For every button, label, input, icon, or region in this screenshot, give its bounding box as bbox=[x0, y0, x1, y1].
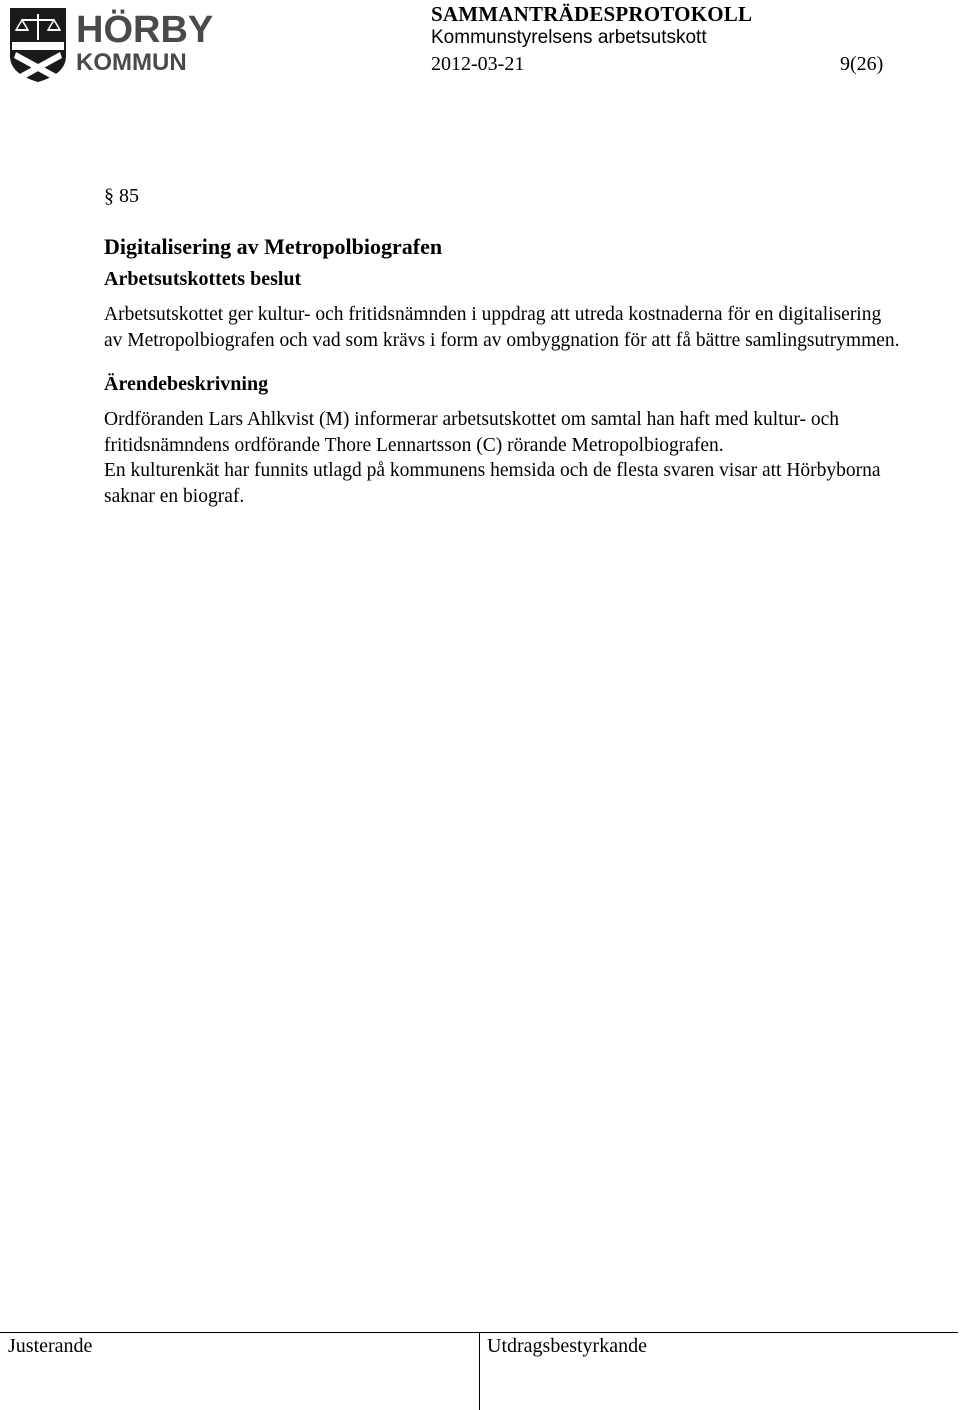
decision-text: Arbetsutskottet ger kultur- och fritidsnämnden i uppdrag att utreda kostnaderna för en digitalisering av Metropolbiografen och vad som krävs i form av ombyggnation för att få bättre samlingsutrymmen. bbox=[104, 304, 900, 351]
logo-name: HÖRBY bbox=[76, 9, 214, 51]
logo-graphic bbox=[8, 4, 214, 84]
description-text-2: En kulturenkät har funnits utlagd på kommunens hemsida och de flesta svaren visar att Hörbyborna saknar en biograf. bbox=[104, 460, 881, 507]
paragraph-number: § 85 bbox=[104, 185, 139, 207]
footer-utdragsbestyrkande-label: Utdragsbestyrkande bbox=[487, 1335, 647, 1357]
protocol-title: SAMMANTRÄDESPROTOKOLL bbox=[431, 2, 753, 26]
municipality-logo bbox=[8, 4, 214, 84]
meeting-date: 2012-03-21 bbox=[431, 53, 525, 75]
logo-subname: KOMMUN bbox=[76, 49, 187, 76]
document-body bbox=[104, 182, 904, 509]
committee-name: Kommunstyrelsens arbetsutskott bbox=[431, 27, 707, 48]
item-heading: Digitalisering av Metropolbiografen bbox=[104, 234, 443, 259]
description-heading: Ärendebeskrivning bbox=[104, 373, 269, 395]
page-number: 9(26) bbox=[840, 53, 884, 75]
footer-justerande-label: Justerande bbox=[8, 1335, 93, 1357]
description-text-1: Ordföranden Lars Ahlkvist (M) informerar arbetsutskottet om samtal han haft med kultur- och fritidsnämndens ordförande Thore Lennartsson (C) rörande Metropolbiografen. bbox=[104, 409, 839, 456]
footer-column-divider bbox=[479, 1332, 480, 1410]
decision-heading: Arbetsutskottets beslut bbox=[104, 268, 302, 290]
